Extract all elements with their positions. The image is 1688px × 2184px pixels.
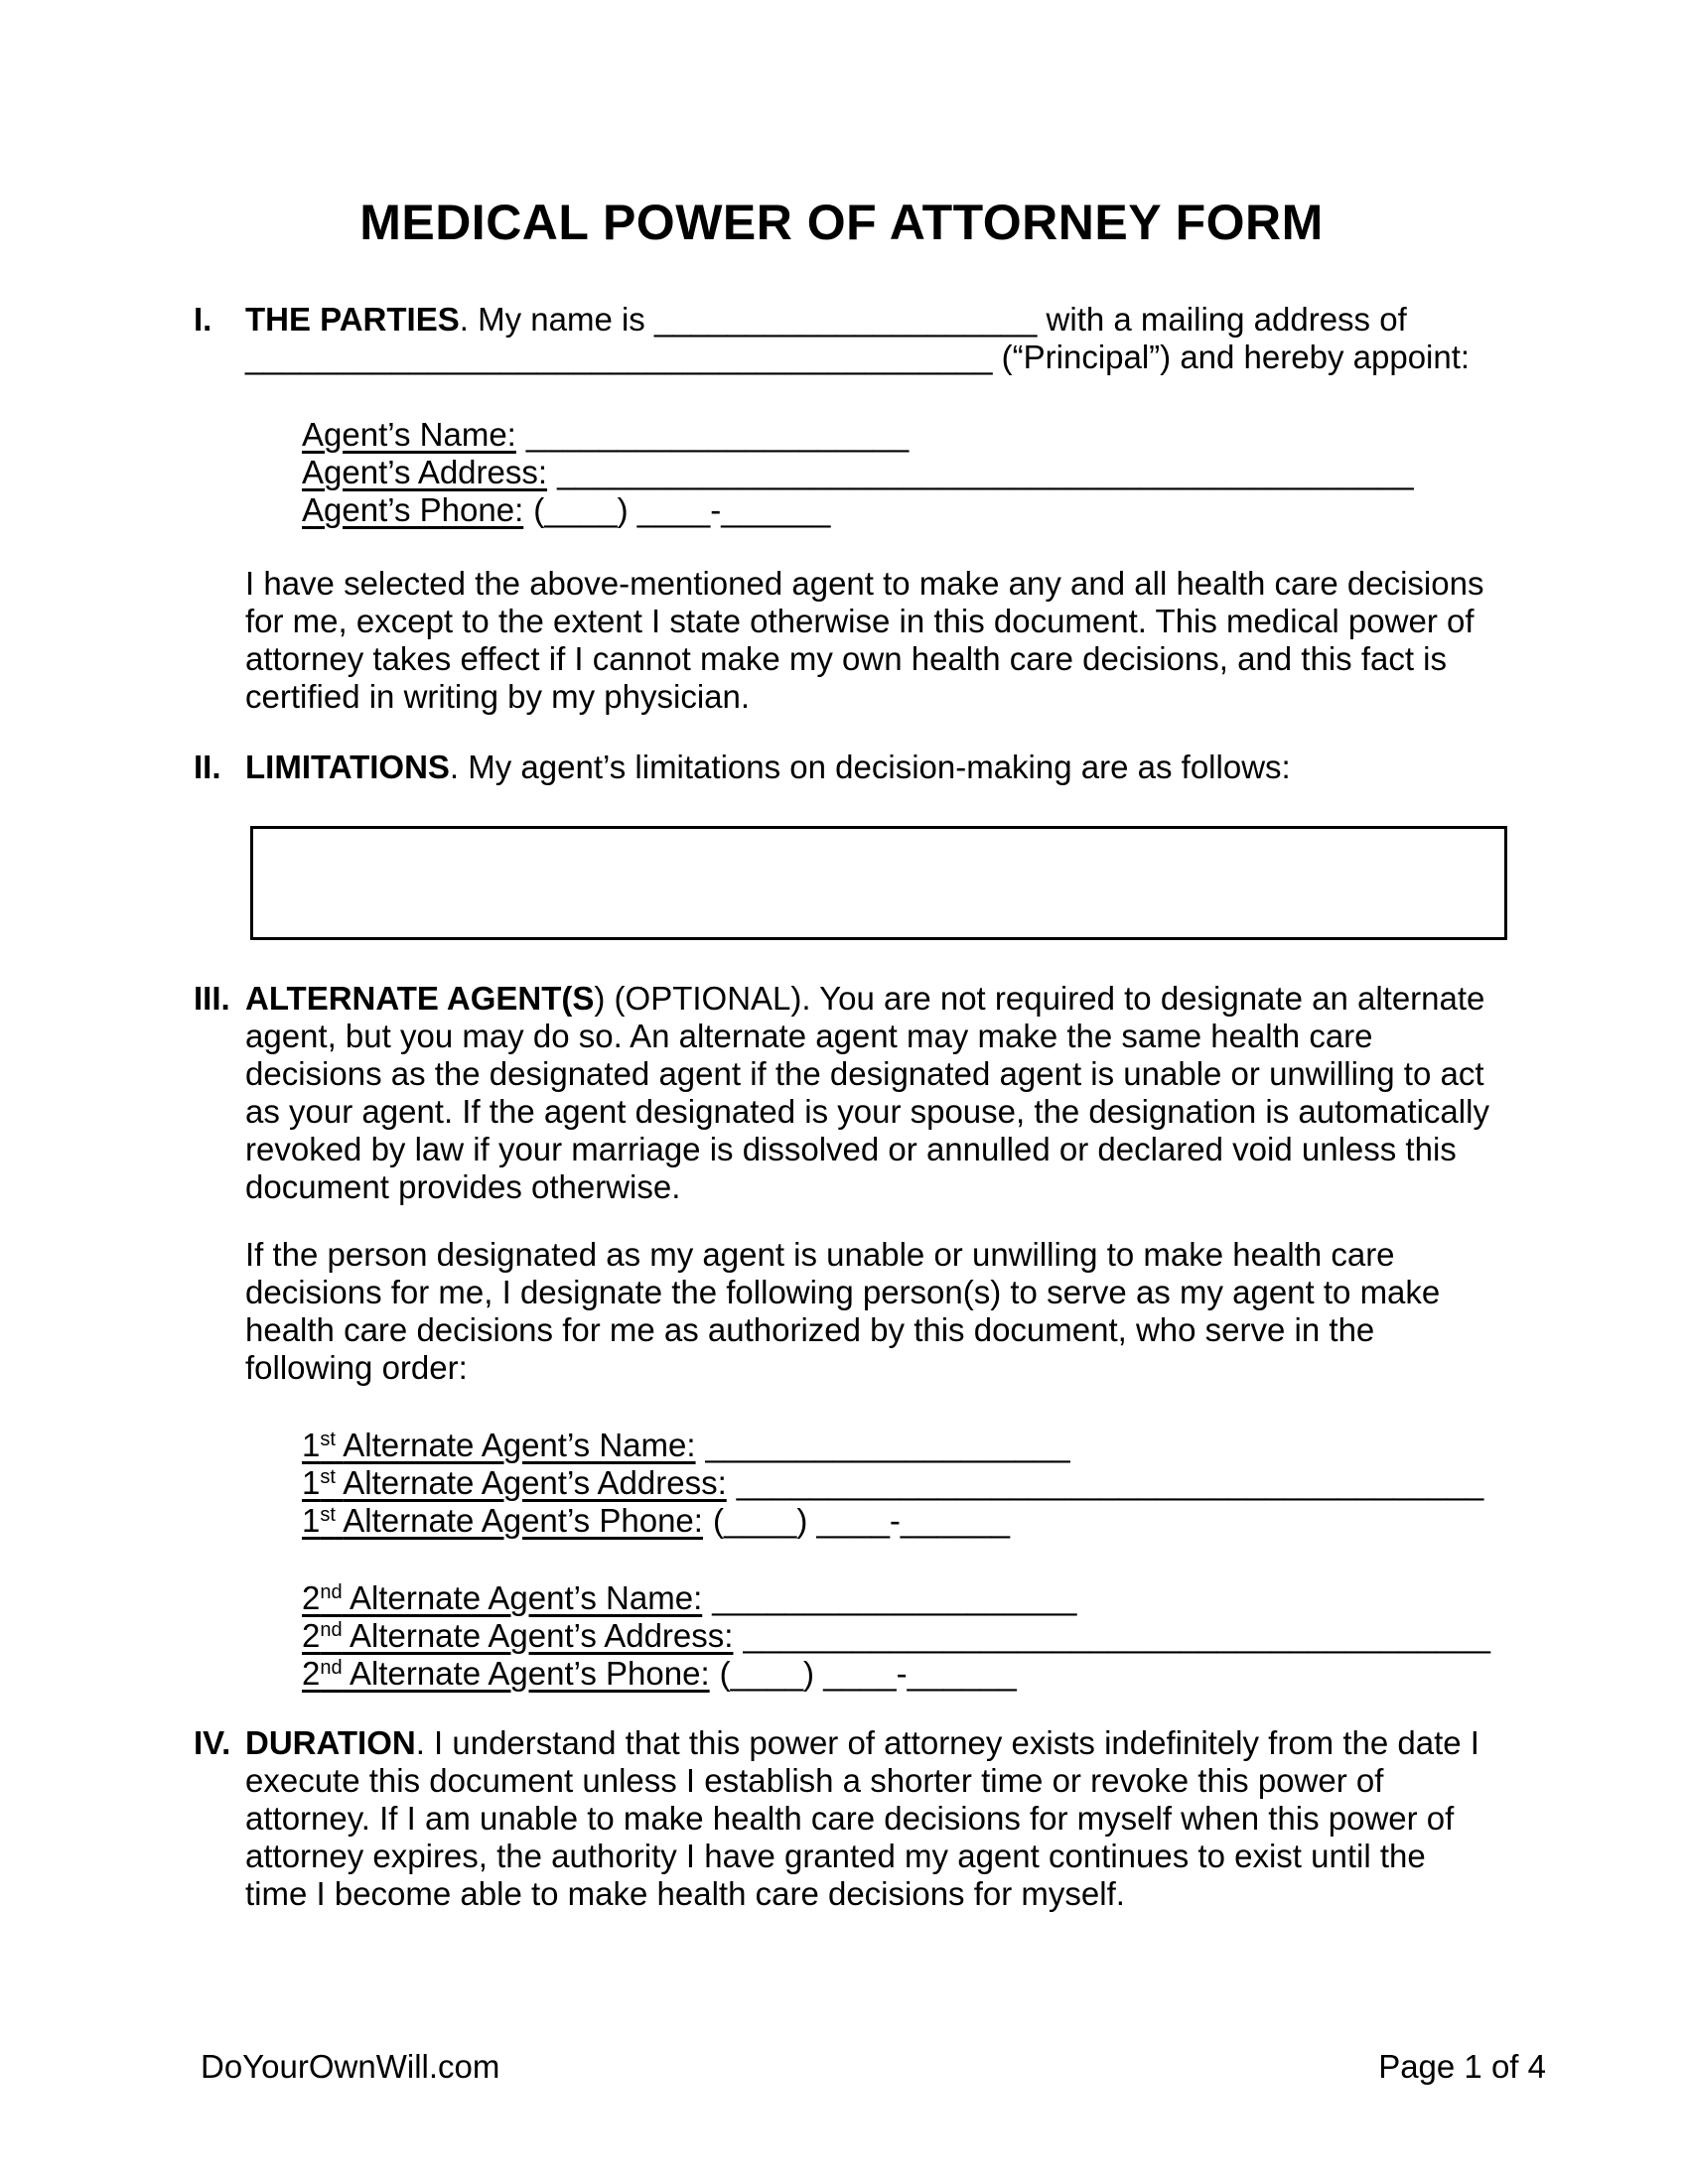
agent-phone-label: Agent’s Phone: xyxy=(302,491,524,528)
section-limitations-number: II. xyxy=(194,749,221,785)
parties-paragraph: I have selected the above-mentioned agent to make any and all health care decisions for me, except to the extent I state otherwise in this document. This medical power of attorney takes effect if I cannot make my own health care decisions, and this fact is certified in writing by my physician. xyxy=(245,565,1484,715)
alt2-name-blank[interactable]: ____________________ xyxy=(712,1579,1077,1616)
section-duration-heading: DURATION xyxy=(245,1724,416,1761)
alt2-phone-label xyxy=(302,1655,710,1692)
section-parties xyxy=(194,301,1489,376)
duration-text: . I understand that this power of attorney exists indefinitely from the date I execute this document unless I establish a shorter time or revoke this power of attorney. If I am unable to make health care decisions for myself when this power of attorney expires, the authority I have granted my agent continues to exist until the time I become able to make health care decisions for myself. xyxy=(245,1724,1479,1912)
alt1-phone-label-text: Alternate Agent’s Phone: xyxy=(343,1502,703,1539)
footer-page-number: Page 1 of 4 xyxy=(1378,2048,1546,2085)
alt2-name-row xyxy=(302,1579,1489,1617)
section-limitations xyxy=(194,749,1489,786)
alt2-phone-ordinal-suffix: nd xyxy=(320,1657,343,1679)
parties-text-my-name-is: . My name is xyxy=(459,301,654,338)
principal-name-blank[interactable]: _____________________ xyxy=(653,301,1038,338)
alt1-name-row xyxy=(302,1427,1489,1464)
section-parties-content xyxy=(245,301,1489,376)
alt2-address-ordinal: 2 xyxy=(302,1617,321,1654)
section-alternate-content xyxy=(245,980,1489,1206)
section-limitations-heading: LIMITATIONS xyxy=(245,749,450,785)
principal-address-blank[interactable]: _________________________________________ xyxy=(245,339,993,375)
alt1-phone-ordinal: 1 xyxy=(302,1502,321,1539)
alt1-name-label xyxy=(302,1427,696,1463)
section-parties-heading: THE PARTIES xyxy=(245,301,460,338)
alternate-paragraph: If the person designated as my agent is unable or unwilling to make health care decisions for me, I designate the following person(s) to serve as my agent to make health care decisions for me as authorized by this document, who serve in the following order: xyxy=(245,1236,1441,1386)
section-duration xyxy=(194,1724,1489,1913)
alt1-address-ordinal: 1 xyxy=(302,1464,321,1501)
alt1-name-label-text: Alternate Agent’s Name: xyxy=(343,1427,696,1463)
section-duration-content xyxy=(245,1724,1489,1913)
section-alternate-number: III. xyxy=(194,980,230,1017)
alt1-address-row xyxy=(302,1464,1489,1502)
parties-text-mailing-address: with a mailing address of xyxy=(1037,301,1407,338)
alt1-address-ordinal-suffix: st xyxy=(320,1466,336,1488)
alt2-name-label-text: Alternate Agent’s Name: xyxy=(349,1579,703,1616)
agent-address-row xyxy=(302,454,1489,491)
parties-text-principal-appoint: (“Principal”) and hereby appoint: xyxy=(992,339,1471,375)
alt2-address-ordinal-suffix: nd xyxy=(320,1619,343,1641)
alternate-agent-1-fields xyxy=(302,1427,1489,1540)
agent-name-label: Agent’s Name: xyxy=(302,416,516,453)
agent-address-blank[interactable]: _______________________________________________ xyxy=(557,454,1414,490)
alt2-phone-blank[interactable]: (____) ____-______ xyxy=(719,1655,1017,1692)
footer-site-name: DoYourOwnWill.com xyxy=(201,2048,500,2085)
alt2-name-ordinal: 2 xyxy=(302,1579,321,1616)
agent-fields xyxy=(302,416,1489,529)
alt2-phone-row xyxy=(302,1655,1489,1693)
agent-phone-blank[interactable]: (____) ____-______ xyxy=(533,491,831,528)
alt2-address-blank[interactable]: _________________________________________ xyxy=(743,1617,1490,1654)
section-alternate xyxy=(194,980,1489,1206)
agent-name-blank[interactable]: _____________________ xyxy=(525,416,910,453)
alt1-address-blank[interactable]: _________________________________________ xyxy=(736,1464,1484,1501)
alt1-address-label xyxy=(302,1464,727,1501)
section-parties-number: I. xyxy=(194,301,212,338)
agent-phone-row xyxy=(302,491,1489,529)
document-title: MEDICAL POWER OF ATTORNEY FORM xyxy=(359,195,1324,250)
section-alternate-heading: ALTERNATE AGENT(S xyxy=(245,980,595,1017)
alt2-phone-label-text: Alternate Agent’s Phone: xyxy=(349,1655,710,1692)
alt2-address-row xyxy=(302,1617,1489,1655)
agent-name-row xyxy=(302,416,1489,454)
alternate-text: ) (OPTIONAL). You are not required to designate an alternate agent, but you may do so. An alternate agent may make the same health care decisions as the designated agent if the designated agent is unable or unwilling to act as your agent. If the agent designated is your spouse, the designation is automatically revoked by law if your marriage is dissolved or annulled or declared void unless this document provides otherwise. xyxy=(245,980,1489,1205)
limitations-entry-box[interactable] xyxy=(250,826,1507,940)
alternate-agent-2-fields xyxy=(302,1579,1489,1693)
page-footer xyxy=(201,2048,1546,2086)
alt2-name-label xyxy=(302,1579,702,1616)
alt1-name-ordinal: 1 xyxy=(302,1427,321,1463)
limitations-text: . My agent’s limitations on decision-making are as follows: xyxy=(449,749,1291,785)
alt1-phone-row xyxy=(302,1502,1489,1540)
alt1-name-blank[interactable]: ____________________ xyxy=(705,1427,1070,1463)
alt2-address-label xyxy=(302,1617,733,1654)
alt1-address-label-text: Alternate Agent’s Address: xyxy=(343,1464,727,1501)
alt1-name-ordinal-suffix: st xyxy=(320,1429,336,1450)
alt2-address-label-text: Alternate Agent’s Address: xyxy=(349,1617,734,1654)
alt2-phone-ordinal: 2 xyxy=(302,1655,321,1692)
agent-address-label: Agent’s Address: xyxy=(302,454,548,490)
alt2-name-ordinal-suffix: nd xyxy=(320,1581,343,1603)
alt1-phone-ordinal-suffix: st xyxy=(320,1504,336,1526)
alt1-phone-label xyxy=(302,1502,703,1539)
section-duration-number: IV. xyxy=(194,1724,231,1761)
section-limitations-content xyxy=(245,749,1489,786)
alt1-phone-blank[interactable]: (____) ____-______ xyxy=(712,1502,1011,1539)
